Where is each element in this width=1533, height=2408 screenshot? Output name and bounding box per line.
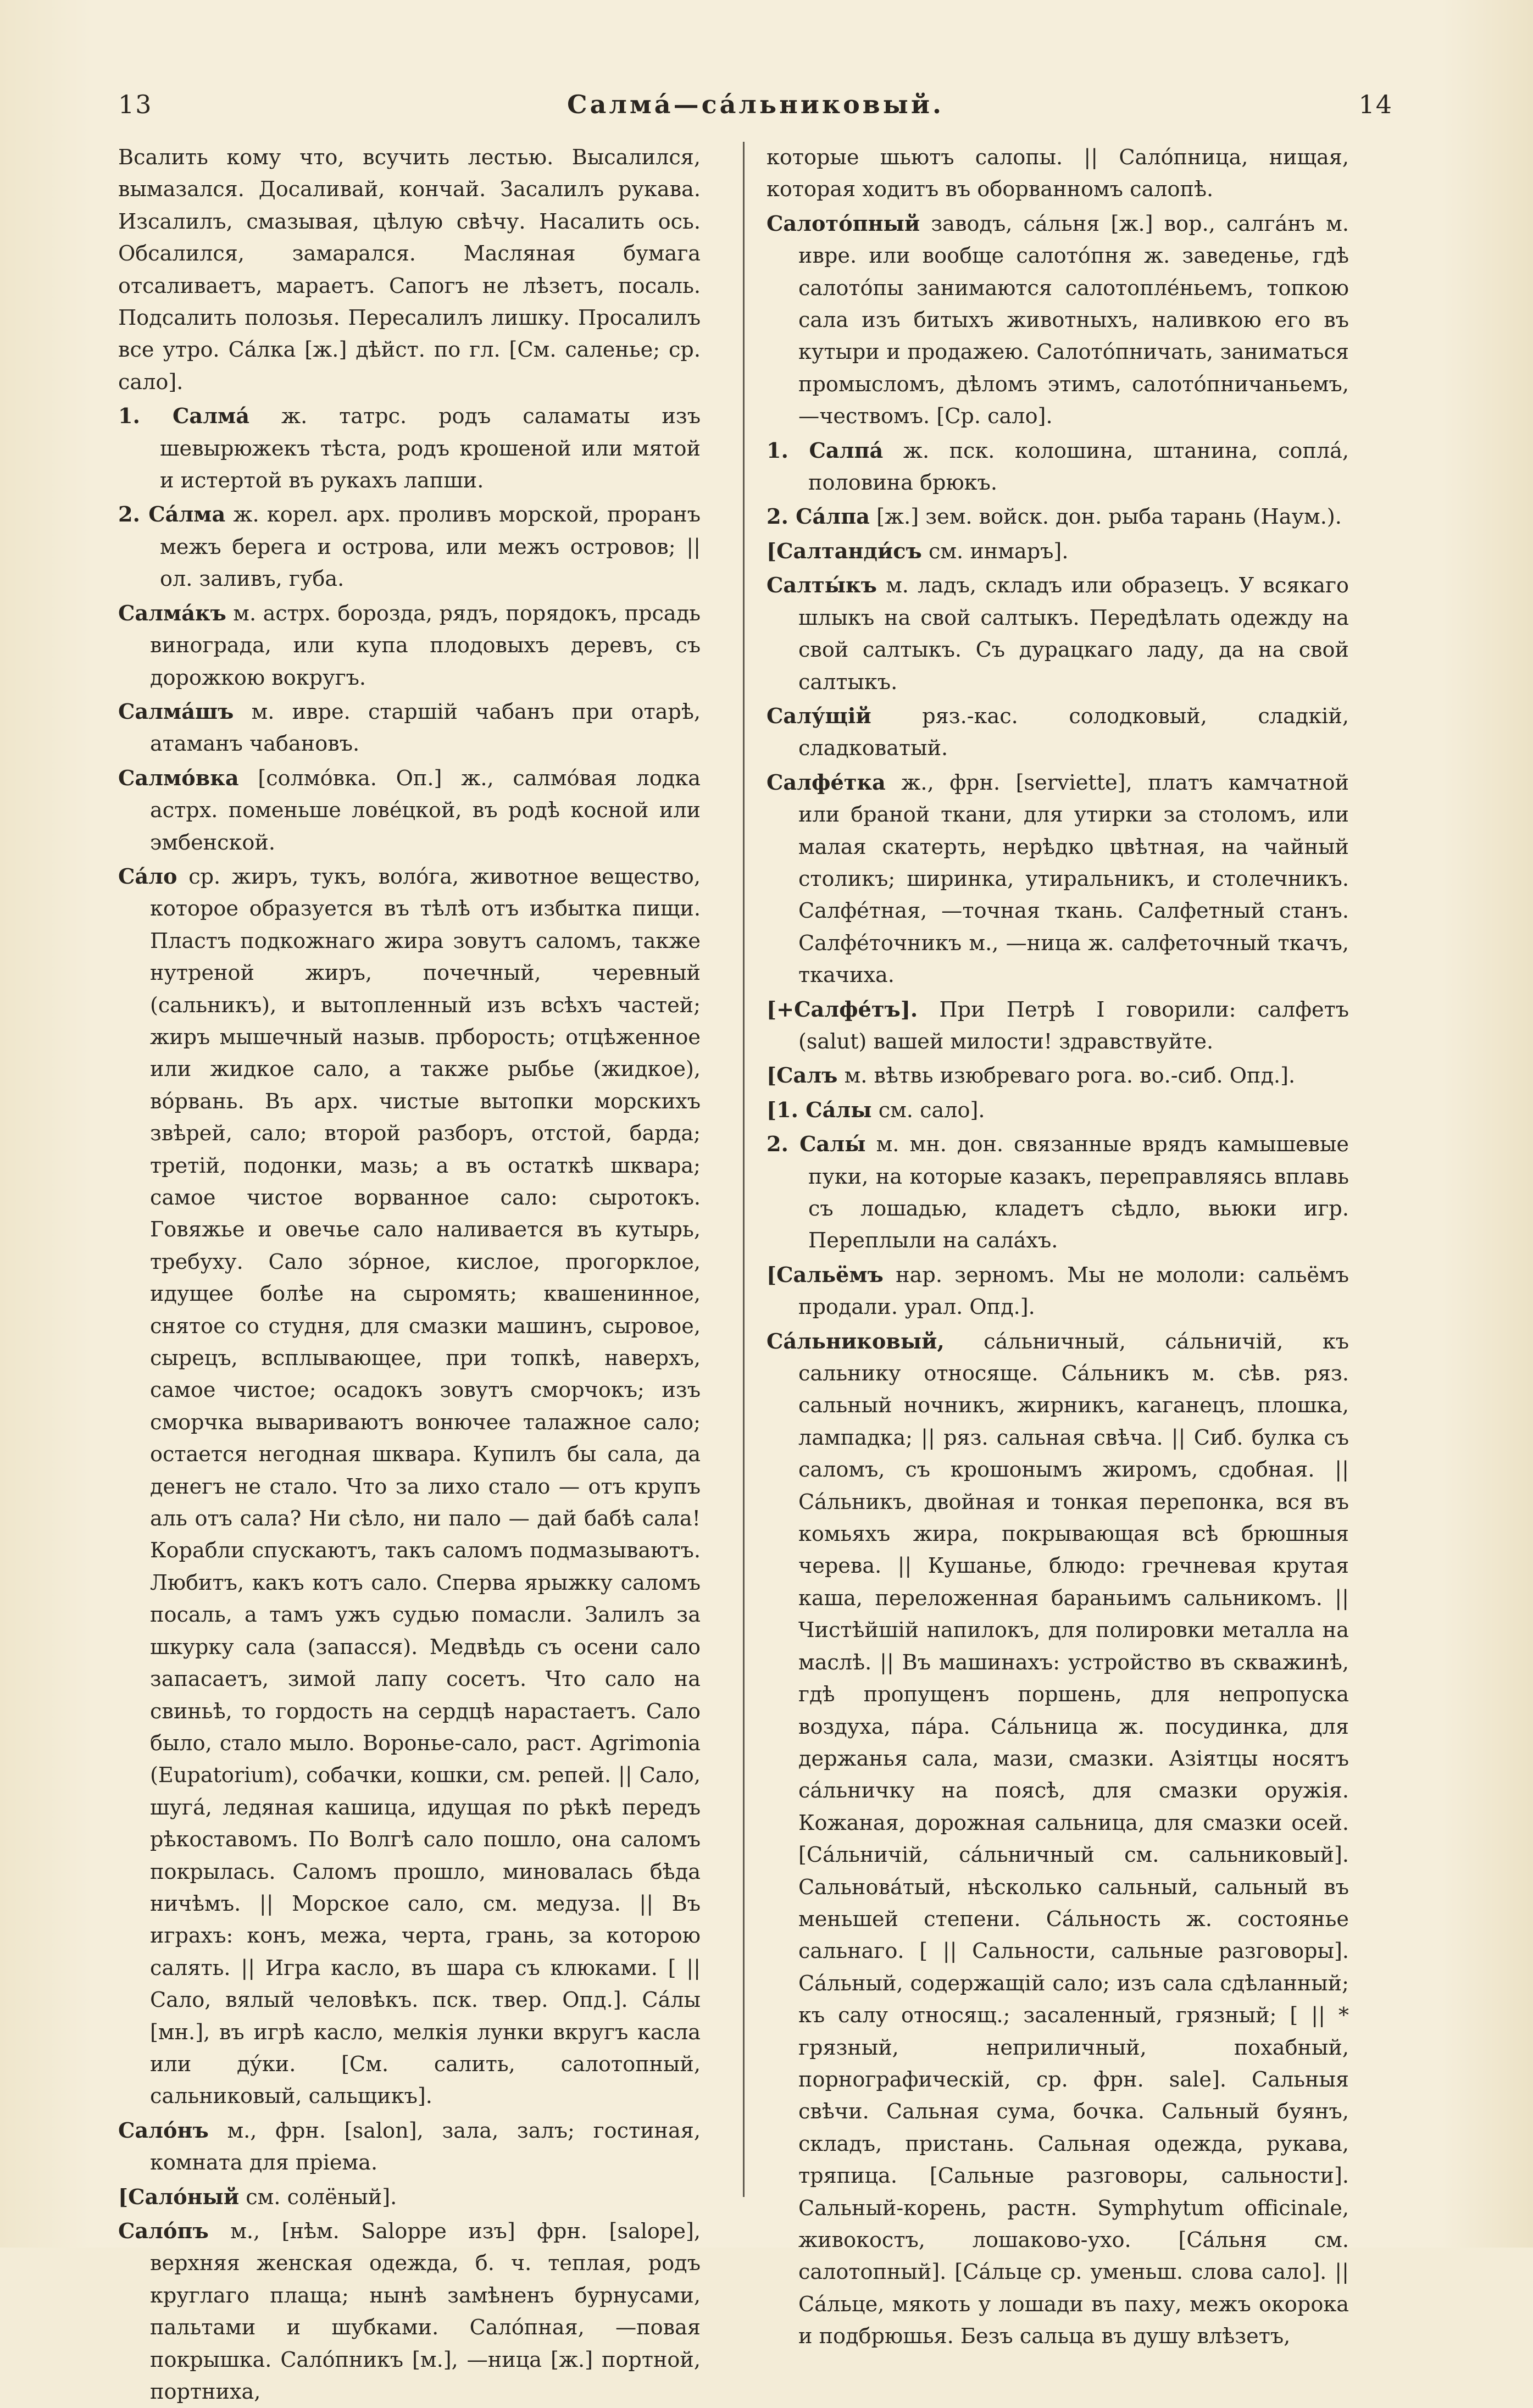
entry bbox=[766, 435, 1349, 500]
entry bbox=[118, 2216, 701, 2408]
entry bbox=[766, 1260, 1349, 1324]
running-title: Салма́—са́льниковый. bbox=[567, 90, 944, 119]
entry-headword: Салото́пный bbox=[766, 211, 920, 236]
entry-headword: Салма́шъ bbox=[118, 699, 234, 724]
entry bbox=[118, 861, 701, 2113]
entry-headword: Са́ло bbox=[118, 864, 177, 889]
entry-continuation: которые шьютъ салопы. || Сало́пница, нищая, которая ходитъ въ оборванномъ салопѣ. bbox=[766, 146, 1349, 202]
entry-headword: 1. Салпа́ bbox=[766, 438, 884, 463]
entry bbox=[118, 2182, 701, 2213]
entry-definition: м. ладъ, складъ или образецъ. У всякаго шлыкъ на свой салтыкъ. Передѣлать одежду на свой салтыкъ. Съ дурацкаго ладу, да на свой салтыкъ. bbox=[798, 574, 1349, 695]
entry-definition: м. мн. дон. связанные врядъ камышевые пуки, на которые казакъ, переправляясь вплавь съ лошадью, кладетъ сѣдло, вьюки игр. Переплыли на сала́хъ. bbox=[808, 1133, 1349, 1253]
right-column bbox=[766, 142, 1349, 2349]
entry-headword: [Сало́ный bbox=[118, 2184, 240, 2210]
entry-definition: см. солёный]. bbox=[246, 2185, 397, 2210]
entry bbox=[766, 1060, 1349, 1092]
entry bbox=[118, 763, 701, 859]
entry-continuation: Всалить кому что, всучить лестью. Высалился, вымазался. Досаливай, кончай. Засалилъ рукава. Изсалилъ, смазывая, цѣлую свѣчу. Насалить ось. Обсалился, замарался. Масляная бумага отсаливаетъ, мараетъ. Сапогъ не лѣзетъ, посаль. Подсалить полозья. Пересалилъ лишку. Просалилъ все утро. Са́лка [ж.] дѣйст. по гл. [См. саленье; ср. сало]. bbox=[118, 146, 701, 395]
entry-headword: Салу́щій bbox=[766, 703, 871, 729]
entry-definition: ж. корел. арх. проливъ морской, проранъ межъ берега и острова, или межъ островов; || ол. заливъ, губа. bbox=[160, 503, 701, 592]
entry-definition: см. инмаръ]. bbox=[928, 539, 1069, 564]
entry bbox=[766, 1129, 1349, 1257]
entry-definition: [ж.] зем. войск. дон. рыба тарань (Наум.). bbox=[876, 505, 1342, 530]
entry-headword: Салфе́тка bbox=[766, 770, 886, 795]
entry-headword: 2. Салы́ bbox=[766, 1132, 866, 1157]
entry-definition: са́льничный, са́льничій, къ сальнику относяще. Са́льникъ м. сѣв. ряз. сальный ночникъ, жирникъ, каганецъ, плошка, лампадка; || ряз. сальная свѣча. || Сиб. булка съ саломъ, съ крошонымъ жиромъ, сдобная. || Са́льникъ, двойная и тонкая перепонка, вся въ комьяхъ жира, покрывающая всѣ брюшныя черева. || Кушанье, блюдо: гречневая крутая каша, переложенная бараньимъ сальникомъ. || Чистѣйшій напилокъ, для полировки металла на маслѣ. || Въ машинахъ: устройство въ скважинѣ, гдѣ пропущенъ поршень, для непропуска воздуха, па́ра. Са́льница ж. посудинка, для держанья сала, мази, смазки. Азіятцы носятъ са́льничку на поясѣ, для смазки оружія. Кожаная, дорожная сальница, для смазки осей. [Са́льничій, са́льничный см. сальниковый]. Сальнова́тый, нѣсколько сальный, сальный въ меньшей степени. Са́льность ж. состоянье сальнаго. [ || Сальности, сальные разговоры]. Са́льный, содержащій сало; изъ сала сдѣланный; къ салу относящ.; засаленный, грязный; [ || * грязный, неприличный, похабный, порнографическій, ср. фрн. sale]. Сальныя свѣчи. Сальная сума, бочка. Сальный буянъ, складъ, пристань. Сальная одежда, рукава, тряпица. [Сальные разговоры, сальности]. Сальный-корень, растн. Symphytum officinale, живокостъ, лошаково-ухо. [Са́льня см. салотопный]. [Са́льце ср. уменьш. слова сало]. || Са́льце, мякоть у лошади въ паху, межъ окорока и подбрюшья. Безъ сальца въ душу влѣзетъ, bbox=[798, 1329, 1349, 2349]
left-column bbox=[118, 142, 701, 2405]
entry bbox=[766, 208, 1349, 433]
entry-definition: ср. жиръ, тукъ, воло́га, животное вещество, которое образуется въ тѣлѣ отъ избытка пищи. Пластъ подкожнаго жира зовутъ саломъ, также нутреной жиръ, почечный, черевный (сальникъ), и вытопленный изъ всѣхъ частей; жиръ мышечный назыв. прборость; отцѣженное или жидкое сало, а также рыбье (жидкое), во́рвань. Въ арх. чистые вытопки морскихъ звѣрей, сало; второй разборъ, отстой, барда; третій, подонки, мазь; а въ остаткѣ шквара; самое чистое ворванное сало: сыротокъ. Говяжье и овечье сало наливается въ кутырь, требуху. Сало зо́рное, кислое, прогорклое, идущее болѣе на сыромять; квашенинное, снятое со студня, для смазки машинъ, сыровое, сырецъ, всплывающее, при топкѣ, наверхъ, самое чистое; осадокъ зовутъ сморчокъ; изъ сморчка вывариваютъ вонючее талажное сало; остается негодная шквара. Купилъ бы сала, да денегъ не стало. Что за лихо стало — отъ крупъ аль отъ сала? Ни сѣло, ни пало — дай бабѣ сала! Корабли спускаютъ, такъ саломъ подмазываютъ. Любитъ, какъ котъ сало. Сперва ярыжку саломъ посаль, а тамъ ужъ судью помасли. Залилъ за шкурку сала (запасся). Медвѣдь съ осени сало запасаетъ, зимой лапу сосетъ. Что сало на свиньѣ, то гордость на сердцѣ нарастаетъ. Сало было, стало мыло. Воронье-сало, раст. Agrimonia (Eupatorium), собачки, кошки, см. репей. || Сало, шуга́, ледяная кашица, идущая по рѣкѣ передъ рѣкоставомъ. По Волгѣ сало пошло, она саломъ покрылась. Саломъ прошло, миновалась бѣда ничѣмъ. || Морское сало, см. медуза. || Въ играхъ: конъ, межа, черта, грань, за которою салять. || Игра касло, въ шара съ клюками. [ || Сало, вялый человѣкъ. пск. твер. Опд.]. Са́лы [мн.], въ игрѣ касло, мелкія лунки вкругъ касла или ду́ки. [См. салить, салотопный, сальниковый, сальщикъ]. bbox=[150, 864, 701, 2109]
entry bbox=[766, 701, 1349, 765]
entry bbox=[766, 767, 1349, 992]
entry-definition: ж. татрс. родъ саламаты изъ шевырюжекъ тѣста, родъ крошеной или мятой и истертой въ рукахъ лапши. bbox=[160, 404, 701, 493]
entry-definition: При Петрѣ I говорили: салфетъ (salut) вашей милости! здравствуйте. bbox=[798, 997, 1349, 1054]
entry-definition: [солмо́вка. Оп.] ж., салмо́вая лодка астрх. поменьше лове́цкой, въ родѣ косной или эмбенской. bbox=[150, 766, 701, 855]
entry-headword: Сало́пъ bbox=[118, 2219, 209, 2244]
entry-definition: нар. зерномъ. Мы не мололи: сальёмъ продали. урал. Опд.]. bbox=[798, 1263, 1349, 1320]
entry-headword: 2. Са́лпа bbox=[766, 504, 870, 530]
entry-definition: ряз.-кас. солодковый, сладкій, сладковатый. bbox=[798, 704, 1349, 761]
entry bbox=[118, 2115, 701, 2179]
entry-headword: 1. Салма́ bbox=[118, 404, 249, 429]
entry-definition: ж. пск. колошина, штанина, сопла́, половина брюкъ. bbox=[808, 439, 1349, 496]
entry-headword: Сало́нъ bbox=[118, 2118, 209, 2143]
page-number-right: 14 bbox=[1358, 90, 1393, 119]
entry bbox=[766, 536, 1349, 568]
entry-definition: ж., фрн. [serviette], платъ камчатной или браной ткани, для утирки за столомъ, или малая скатерть, нерѣдко цвѣтная, на чайный столикъ; ширинка, утиральникъ, и столечникъ. Салфе́тная, —точная ткань. Салфетный станъ. Салфе́точникъ м., —ница ж. салфеточный ткачъ, ткачиха. bbox=[798, 770, 1349, 988]
entry-headword: Салты́къ bbox=[766, 573, 877, 598]
entry-definition: см. сало]. bbox=[878, 1098, 985, 1123]
entry bbox=[118, 696, 701, 761]
entry-definition: м., фрн. [salon], зала, залъ; гостиная, комната для пріема. bbox=[150, 2118, 701, 2176]
entry-definition: м. астрх. борозда, рядъ, порядокъ, прсадь винограда, или купа плодовыхъ деревъ, съ дорожкою вокругъ. bbox=[150, 601, 701, 690]
page-header bbox=[118, 82, 1393, 126]
entry-headword: Салма́къ bbox=[118, 601, 226, 626]
entry-headword: [Сальёмъ bbox=[766, 1262, 884, 1288]
entry-headword: Са́льниковый, bbox=[766, 1329, 945, 1354]
column-divider bbox=[743, 142, 745, 2197]
page-number-left: 13 bbox=[118, 90, 153, 119]
entry bbox=[766, 501, 1349, 533]
entry-headword: [Салъ bbox=[766, 1063, 838, 1089]
entry bbox=[118, 401, 701, 497]
entry-headword: [1. Са́лы bbox=[766, 1097, 872, 1123]
entry-definition: м. ивре. старшій чабанъ при отарѣ, атаманъ чабановъ. bbox=[150, 700, 701, 757]
entry bbox=[766, 570, 1349, 698]
entry-headword: 2. Са́лма bbox=[118, 502, 226, 528]
entry bbox=[118, 499, 701, 595]
entry-definition: заводъ, са́льня [ж.] вор., салга́нъ м. ивре. или вообще салото́пня ж. заведенье, гдѣ салото́пы занимаются салотопле́ньемъ, топкою сала изъ битыхъ животныхъ, наливкою его въ кутыри и продажею. Салото́пничать, заниматься промысломъ, дѣломъ этимъ, салото́пничаньемъ, —чествомъ. [Ср. сало]. bbox=[798, 212, 1349, 429]
entry-definition: м. вѣтвь изюбреваго рога. во.-сиб. Опд.]. bbox=[844, 1064, 1296, 1089]
entry bbox=[766, 994, 1349, 1058]
entry-headword: [+Салфе́тъ]. bbox=[766, 997, 918, 1022]
entry-headword: [Салтанди́съ bbox=[766, 539, 922, 564]
entry bbox=[766, 1326, 1349, 2353]
entry bbox=[766, 1095, 1349, 1127]
entry bbox=[118, 598, 701, 694]
entry-definition: м., [нѣм. Saloppe изъ] фрн. [salope], верхняя женская одежда, б. ч. теплая, родъ круглаго плаща; нынѣ замѣненъ бурнусами, пальтами и шубками. Сало́пная, —повая покрышка. Сало́пникъ [м.], —ница [ж.] портной, портниха, bbox=[150, 2220, 701, 2405]
entry-headword: Салмо́вка bbox=[118, 765, 239, 791]
